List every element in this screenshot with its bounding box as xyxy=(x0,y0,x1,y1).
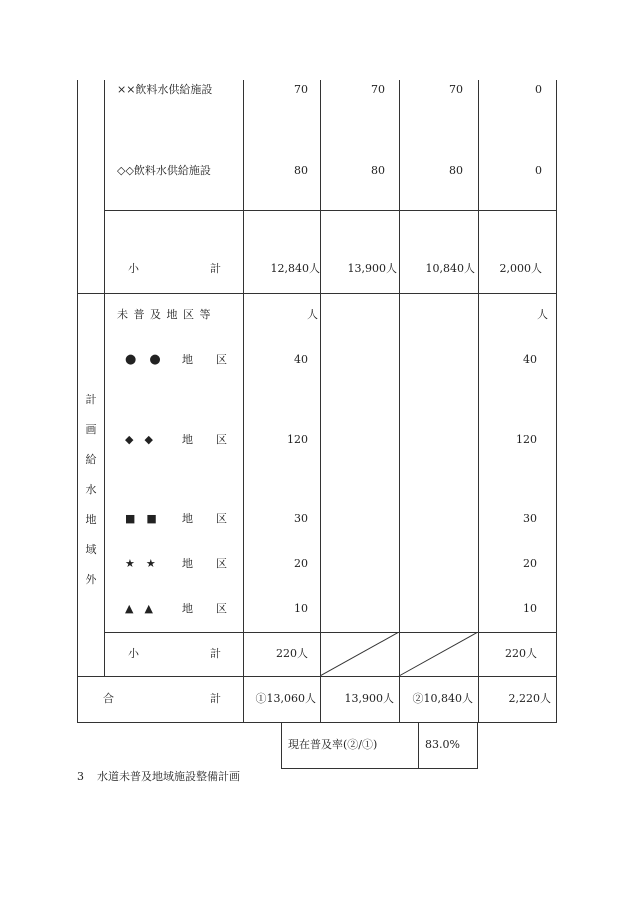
table-border xyxy=(77,293,557,294)
cell-value: 220人 xyxy=(276,647,308,660)
rate-label: 現在普及率(②/①) xyxy=(288,738,378,751)
cell-value: 40 xyxy=(523,353,537,366)
district-mark: ▲ ▲ xyxy=(125,602,153,615)
cell-value: 120 xyxy=(287,433,308,446)
group-label xyxy=(84,385,98,595)
cell-value: 13,900人 xyxy=(344,692,394,705)
cell-value: 30 xyxy=(523,512,537,525)
district-suffix: 地 区 xyxy=(182,512,233,525)
table-border xyxy=(77,80,78,723)
cell-value: 10 xyxy=(294,602,308,615)
label-char: 給 xyxy=(85,453,97,466)
cell-value: 0 xyxy=(535,164,542,177)
section-number: 3 xyxy=(77,770,84,783)
row-label: 小 xyxy=(128,647,139,660)
cell-value: 80 xyxy=(294,164,308,177)
district-suffix: 地 区 xyxy=(182,557,233,570)
district-mark: ◆ ◆ xyxy=(125,433,153,446)
cell-value: 120 xyxy=(516,433,537,446)
table-border xyxy=(281,722,282,768)
label-char: 外 xyxy=(85,573,97,586)
table-border xyxy=(77,676,557,677)
table-border xyxy=(418,722,419,768)
label-char: 水 xyxy=(85,483,97,496)
unit-label: 人 xyxy=(307,308,318,321)
district-suffix: 地 区 xyxy=(182,433,233,446)
row-label: 小 xyxy=(128,262,139,275)
district-mark: ■ ■ xyxy=(125,512,157,525)
cell-value: 80 xyxy=(449,164,463,177)
cell-value: 12,840人 xyxy=(270,262,320,275)
cell-value: 20 xyxy=(523,557,537,570)
label-char: 画 xyxy=(85,423,97,436)
table-border xyxy=(477,722,478,768)
cell-value: 10 xyxy=(523,602,537,615)
cell-value: ①13,060人 xyxy=(255,692,316,705)
cell-value: 20 xyxy=(294,557,308,570)
header-label: 未 普 及 地 区 等 xyxy=(117,308,212,321)
cell-value: 40 xyxy=(294,353,308,366)
row-label: 合 xyxy=(103,692,114,705)
cell-value: 80 xyxy=(371,164,385,177)
cell-value: 70 xyxy=(294,83,308,96)
table-border xyxy=(556,80,557,723)
label-char: 域 xyxy=(85,543,97,556)
label-char: 計 xyxy=(85,393,97,406)
table-border xyxy=(243,80,244,723)
facility-name: ◇◇飲料水供給施設 xyxy=(117,164,211,177)
cell-value: 70 xyxy=(371,83,385,96)
cell-value: 10,840人 xyxy=(425,262,475,275)
cell-value: 220人 xyxy=(505,647,537,660)
section-heading: 水道未普及地域施設整備計画 xyxy=(97,770,240,783)
district-suffix: 地 区 xyxy=(182,353,233,366)
district-suffix: 地 区 xyxy=(182,602,233,615)
row-label: 計 xyxy=(210,692,221,705)
cell-value: 2,000人 xyxy=(499,262,542,275)
table-border xyxy=(478,80,479,723)
cell-value: ②10,840人 xyxy=(412,692,473,705)
cell-value: 0 xyxy=(535,83,542,96)
table-border xyxy=(281,768,478,769)
table-border xyxy=(104,210,557,211)
cell-value: 2,220人 xyxy=(508,692,551,705)
district-mark: ● ● xyxy=(125,352,161,367)
row-label: 計 xyxy=(210,647,221,660)
diagonal-slash xyxy=(320,632,479,677)
rate-value: 83.0% xyxy=(425,738,460,751)
facility-name: ××飲料水供給施設 xyxy=(117,83,213,96)
table-border xyxy=(77,722,557,723)
cell-value: 70 xyxy=(449,83,463,96)
cell-value: 13,900人 xyxy=(347,262,397,275)
district-mark: ★ ★ xyxy=(125,557,156,570)
label-char: 地 xyxy=(85,513,97,526)
unit-label: 人 xyxy=(537,308,548,321)
cell-value: 30 xyxy=(294,512,308,525)
table-border xyxy=(104,80,105,677)
row-label: 計 xyxy=(210,262,221,275)
table-border xyxy=(399,80,400,723)
table-border xyxy=(320,80,321,723)
